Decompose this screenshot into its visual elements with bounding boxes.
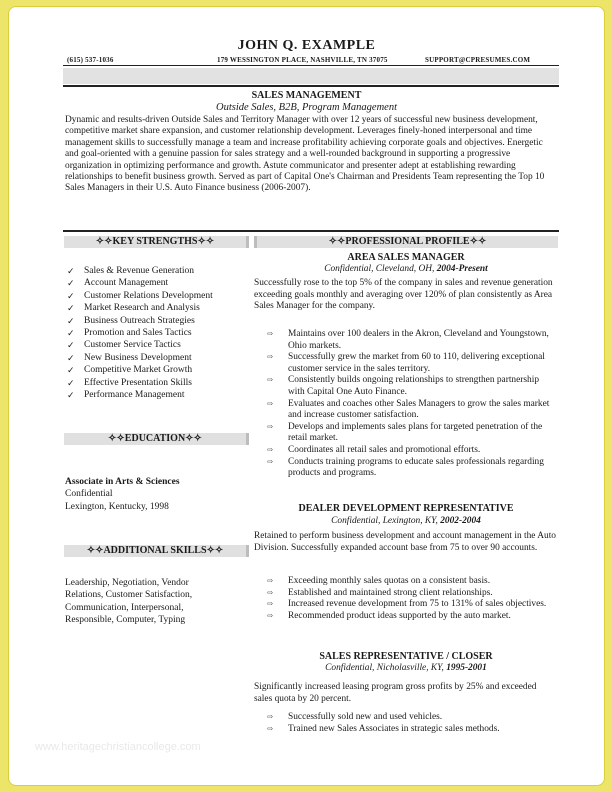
list-item: ✓ Performance Management	[67, 390, 185, 401]
job-location: Confidential, Lexington, KY, 2002-2004	[331, 516, 481, 526]
professional-summary: Dynamic and results-driven Outside Sales and Territory Manager with over 12 years of successful new business development, competitive market share expansion, and customer relationship development. Leverages finely-honed interpersonal and time management skills to successfully manage a team and increase profitability achieving corporate goals and objectives. Energetic and goal-oriented with a genuine passion for sales strategy and a well-rounded background in supporting a progressive organization in optimizing performance and growth. Astute communicator and presenter adept at establishing rewarding relationships to benefit business growth. Served as part of Capital One's Chairman and Presidents Team representing the Top 10 Sales Managers in their U.S. Auto Finance business (2006-2007).	[65, 115, 545, 194]
check-icon: ✓	[67, 340, 75, 351]
list-item: ✓ Promotion and Sales Tactics	[67, 328, 192, 339]
job-summary: Successfully rose to the top 5% of the company in sales and revenue generation exceeding goals monthly and averaging over 120% of plan consistently as Area Sales Manager for the company.	[254, 278, 553, 312]
arrow-bullet-icon: ⇨	[267, 376, 273, 385]
list-item: ⇨ Coordinates all retail sales and promotional efforts.	[267, 444, 481, 455]
list-item: ⇨ Develops and implements sales plans for targeted penetration of the retail market.	[267, 421, 543, 444]
job-location: Confidential, Cleveland, OH, 2004-Present	[324, 264, 488, 274]
additional-skills-block: Leadership, Negotiation, Vendor Relations, Customer Satisfaction, Communication, Interpersonal, Responsible, Computer, Typing	[65, 578, 193, 625]
degree: Associate in Arts & Sciences	[65, 477, 180, 487]
arrow-bullet-icon: ⇨	[267, 588, 273, 597]
school: Confidential	[65, 489, 113, 500]
arrow-bullet-icon: ⇨	[267, 353, 273, 362]
key-strengths-heading: ✧✧KEY STRENGTHS✧✧	[64, 236, 249, 248]
arrow-bullet-icon: ⇨	[267, 445, 273, 454]
header-rule-bottom	[63, 85, 559, 87]
check-icon: ✓	[67, 377, 75, 388]
job-bullets	[267, 712, 555, 735]
arrow-bullet-icon: ⇨	[267, 330, 273, 338]
check-icon: ✓	[67, 290, 75, 301]
list-item: ⇨ Maintains over 100 dealers in the Akron, Cleveland and Youngstown, Ohio markets.	[267, 329, 549, 351]
address: 179 WESSINGTON PLACE, NASHVILLE, TN 37075	[217, 56, 388, 64]
check-icon: ✓	[67, 278, 75, 289]
list-item: ⇨ Successfully sold new and used vehicles.	[267, 712, 443, 722]
list-item: ⇨ Trained new Sales Associates in strategic sales methods.	[267, 723, 500, 734]
list-item: ✓ Market Research and Analysis	[67, 303, 200, 314]
list-item: ⇨ Conducts training programs to educate sales professionals regarding products and programs.	[267, 456, 544, 479]
arrow-bullet-icon: ⇨	[267, 577, 273, 585]
arrow-bullet-icon: ⇨	[267, 422, 273, 431]
candidate-name: JOHN Q. EXAMPLE	[237, 38, 376, 53]
list-item: ✓ Effective Presentation Skills	[67, 377, 192, 388]
list-item: ✓ Customer Service Tactics	[67, 340, 181, 351]
arrow-bullet-icon: ⇨	[267, 611, 273, 620]
arrow-bullet-icon: ⇨	[267, 713, 273, 721]
list-item: ⇨ Increased revenue development from 75 to 131% of sales objectives.	[267, 599, 547, 610]
arrow-bullet-icon: ⇨	[267, 457, 273, 466]
professional-profile-heading: ✧✧PROFESSIONAL PROFILE✧✧	[254, 236, 558, 248]
check-icon: ✓	[67, 365, 75, 376]
job-bullets	[267, 576, 555, 622]
check-icon: ✓	[67, 390, 75, 401]
list-item: ⇨ Established and maintained strong client relationships.	[267, 587, 493, 598]
check-icon: ✓	[67, 303, 75, 314]
arrow-bullet-icon: ⇨	[267, 600, 273, 609]
career-subtitle: Outside Sales, B2B, Program Management	[215, 102, 397, 113]
list-item: ✓ Business Outreach Strategies	[67, 315, 195, 326]
job-bullets	[267, 329, 555, 480]
check-icon: ✓	[67, 266, 75, 276]
education-heading: ✧✧EDUCATION✧✧	[64, 433, 249, 445]
arrow-bullet-icon: ⇨	[267, 399, 273, 408]
header-band	[63, 68, 559, 84]
header-rule	[63, 65, 559, 66]
list-item: ✓ Customer Relations Development	[67, 290, 213, 301]
list-item: ✓ Sales & Revenue Generation	[67, 266, 195, 276]
check-icon: ✓	[67, 352, 75, 363]
resume-page	[8, 6, 605, 786]
list-item: ✓ Account Management	[67, 278, 169, 289]
key-strengths-list	[67, 265, 247, 401]
check-icon: ✓	[67, 328, 75, 339]
email-address: SUPPORT@CPRESUMES.COM	[425, 56, 531, 64]
job-summary: Significantly increased leasing program gross profits by 25% and exceeded sales quota by 20 percent.	[254, 682, 537, 704]
job-title: DEALER DEVELOPMENT REPRESENTATIVE	[298, 503, 514, 514]
list-item: ⇨ Recommended product ideas supported by the auto market.	[267, 610, 511, 621]
education-location-year: Lexington, Kentucky, 1998	[65, 501, 169, 512]
additional-skills-heading: ✧✧ADDITIONAL SKILLS✧✧	[64, 545, 249, 557]
job-title: AREA SALES MANAGER	[347, 252, 465, 263]
job-summary: Retained to perform business development and account management in the Auto Division. Successfully expanded account base from 75 to over 90 accounts.	[254, 531, 556, 553]
watermark: www.heritagechristiancollege.com	[35, 741, 201, 753]
list-item: ⇨ Exceeding monthly sales quotas on a consistent basis.	[267, 576, 491, 586]
list-item: ⇨ Successfully grew the market from 60 to 110, delivering exceptional customer service in the sales territory.	[267, 352, 545, 374]
list-item: ⇨ Evaluates and coaches other Sales Managers to grow the sales market and increase customer satisfaction.	[267, 398, 550, 421]
list-item: ⇨ Consistently builds ongoing relationships to strengthen partnership with Capital One Auto Finance.	[267, 375, 540, 397]
list-item: ✓ New Business Development	[67, 352, 192, 363]
summary-rule	[63, 230, 559, 232]
job-title: SALES REPRESENTATIVE / CLOSER	[319, 651, 493, 662]
arrow-bullet-icon: ⇨	[267, 724, 273, 733]
career-title: SALES MANAGEMENT	[251, 90, 362, 101]
phone-number: (615) 537-1036	[67, 56, 114, 64]
job-location: Confidential, Nicholasville, KY, 1995-2001	[325, 663, 487, 673]
education-block	[65, 476, 180, 513]
list-item: ✓ Competitive Market Growth	[67, 365, 193, 376]
check-icon: ✓	[67, 315, 75, 326]
